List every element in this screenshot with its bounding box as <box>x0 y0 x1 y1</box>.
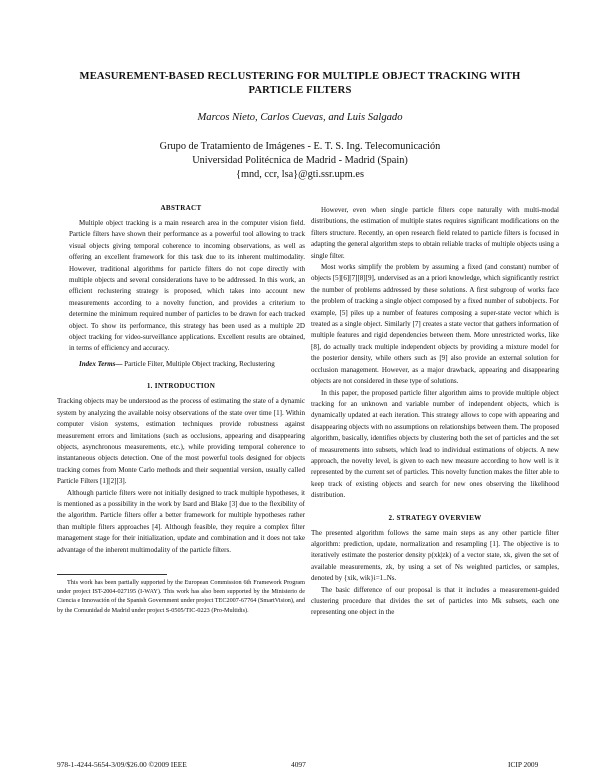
intro-paragraph-2: Although particle filters were not initially designed to track multiple hypotheses, it is mentioned as a possibility in the work by Isard and Blake [3] due to the flexibility of the algorithm. Particle filters offer a better framework for multiple hypotheses rather than multiple filters approaches [4]. Although feasible, they require a complex filter management stage for their initialization, update and combination and it does not take advantage of the inherent multimodality of the particle filters. <box>57 488 305 554</box>
affiliation-emails: {mnd, ccr, lsa}@gti.ssr.upm.es <box>236 169 364 180</box>
intro-paragraph-1: Tracking objects may be understood as the process of estimating the state of a dynamic system by analyzing the available noisy observations of the state over time [1]. Within computer vision systems, estimation techniques provide robustness against measurement errors and limitations (such as occlusions, appearing and disappearing objects, asynchronous measurements, etc.), while providing temporal coherence to instantaneous objects detection. One of the most powerful tools designed for objects tracking comes from Monte Carlo methods and their sequential version, usually called Particle Filters [1][2][3]. <box>57 397 305 486</box>
right-column <box>311 205 559 619</box>
affiliation-line-1: Grupo de Tratamiento de Imágenes - E. T. S. Ing. Telecomunicación <box>159 141 441 152</box>
affiliation-line-2: Universidad Politécnica de Madrid - Madrid (Spain) <box>192 155 408 166</box>
affiliation <box>60 140 540 182</box>
index-terms-text: Particle Filter, Multiple Object tracking, Reclustering <box>124 359 275 368</box>
footer-copyright: 978-1-4244-5654-3/09/$26.00 ©2009 IEEE <box>57 760 187 769</box>
left-column <box>57 203 305 615</box>
paper-title <box>40 70 560 98</box>
right-paragraph-1: However, even when single particle filters cope naturally with multi-modal distributions, the estimation of multiple states requires significant modifications on the filters structure. Recently, an open research field related to particle filters is focused in adapting the general algorithm steps to obtain reliable tracks of multiple objects using a single filter. <box>311 206 559 260</box>
strategy-heading: 2. STRATEGY OVERVIEW <box>388 513 482 522</box>
index-terms-label: Index Terms— <box>79 359 123 368</box>
title-line-1: MEASUREMENT-BASED RECLUSTERING FOR MULTIPLE OBJECT TRACKING WITH <box>79 71 521 82</box>
strategy-paragraph-1: The presented algorithm follows the same main steps as any other particle filter algorithm: prediction, update, normalization and resampling [1]. The objective is to iteratively estimate the posterior density p(xk|zk) of a vector state, xk, given the set of available measurements, zk, by using a set of Ns weighted particles, or samples, denoted by {xik, wik}i=1..Ns. <box>311 528 559 583</box>
footnote: This work has been partially supported by the European Commission 6th Framework Program under project IST-2004-027195 (I-WAY). This work has also been supported by the Ministerio de Ciencia e Innovación of the Spanish Government under project TEC2007-67764 (SmartVision), and by the Comunidad de Madrid under project S-0505/TIC-0223 (Pro-Multidis). <box>57 578 305 614</box>
introduction-heading: 1. INTRODUCTION <box>146 382 216 391</box>
index-terms <box>57 359 305 370</box>
right-paragraph-3: In this paper, the proposed particle filter algorithm aims to provide multiple object tracking for an unknown and variable number of independent objects, which is dynamically updated at each iteration. This strategy allows to cope with appearing and disappearing objects with no assumptions on relationships between them. The proposed algorithm, basically, identifies objects by clustering both the set of particles and the set of measurements into subsets, which lead to individual estimations of objects. A new approach, the novelty level, is given to each new measure according to how well is it represented by the current set of particles. This novelty function makes the filter able to keep track of existing objects and search for new ones observing the likelihood distribution. <box>311 388 559 500</box>
footer-page-number: 4097 <box>291 760 306 769</box>
right-paragraph-2: Most works simplify the problem by assuming a fixed (and constant) number of objects [5][6][7][8][9], undervised as an a priori knowledge, which significantly restrict the number of problems addressed by these solutions. A first subgroup of works face the problem of tracking a single object composed by a fixed number of subobjects. For example, [5] piles up a number of features composing a super-state vector which is treated as a single object. Similarly [7] creates a state vector that gathers information of multiple features and rigid dependencies between them. More unrestricted works, like [8], do actually track multiple independent objects by providing a mixture model for the posterior density, while others such as [9] also provide an external solution for occlusion management. However, as a major drawback, appearing and disappearing objects are not considered in these type of solutions. <box>311 263 559 386</box>
abstract-text: Multiple object tracking is a main research area in the computer vision field. Particle filters have shown their performance as a powerful tool allowing to track visual objects giving temporal coherence to incoming observations, as well as offering an excellent framework for this task due to its inherent multimodality. However, traditional algorithms for particle filters do not cope directly with multiple objects and several considerations have to be addressed. In this work, an efficient reclustering strategy is proposed, which takes into account new measurements according to a novelty function, and provides a criterium to determine the minimum required number of particles to be drawn for each tracked object. To show its performance, this strategy has been used as a multiple 2D object tracking for video-surveillance applications. Excellent results are obtained, in terms of efficiency and accuracy. <box>69 219 305 353</box>
strategy-paragraph-2: The basic difference of our proposal is that it includes a measurement-guided clustering procedure that divides the set of particles into Mk subsets, each one representing one object in the <box>311 585 559 617</box>
footnote-rule <box>57 574 167 575</box>
title-line-2: PARTICLE FILTERS <box>248 85 352 96</box>
footer-conference: ICIP 2009 <box>508 760 539 769</box>
abstract-heading: ABSTRACT <box>160 204 202 212</box>
author-list: Marcos Nieto, Carlos Cuevas, and Luis Salgado <box>197 112 403 123</box>
